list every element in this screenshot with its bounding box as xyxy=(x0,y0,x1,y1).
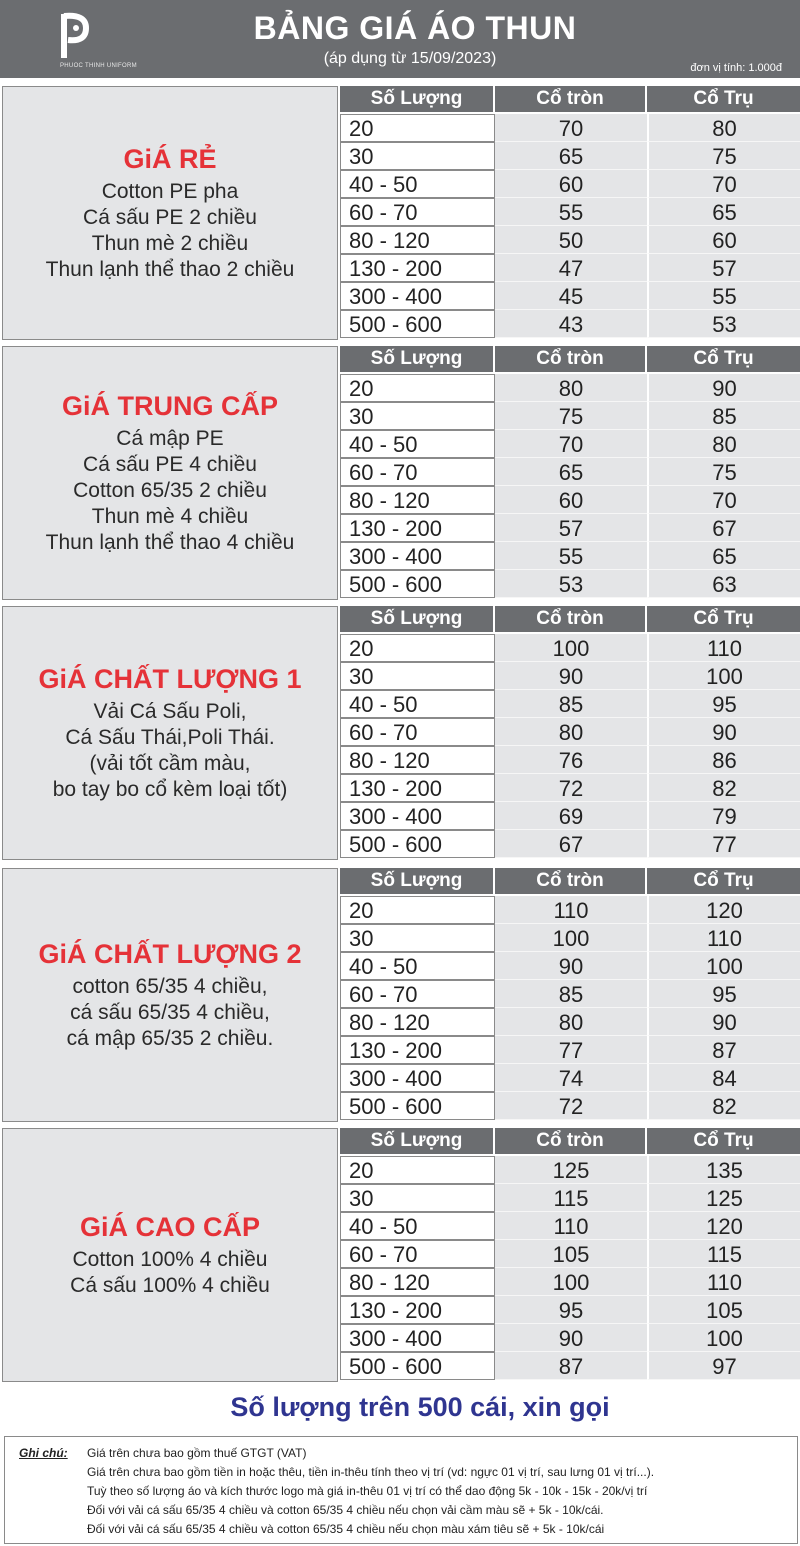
price-table xyxy=(340,606,800,858)
round-neck-price: 100 xyxy=(495,1268,647,1296)
qty-cell: 300 - 400 xyxy=(340,802,495,830)
round-neck-price: 53 xyxy=(495,570,647,598)
polo-price: 110 xyxy=(647,924,800,952)
round-neck-price: 90 xyxy=(495,952,647,980)
qty-cell: 60 - 70 xyxy=(340,458,495,486)
qty-cell: 20 xyxy=(340,1156,495,1184)
qty-cell: 20 xyxy=(340,374,495,402)
table-row xyxy=(340,310,800,338)
round-neck-price: 57 xyxy=(495,514,647,542)
table-row xyxy=(340,802,800,830)
tier-description-panel xyxy=(2,346,338,600)
qty-cell: 20 xyxy=(340,114,495,142)
column-header-qty: Số Lượng xyxy=(340,86,495,112)
column-header-polo: Cổ Trụ xyxy=(647,1128,800,1154)
price-table xyxy=(340,86,800,338)
qty-cell: 30 xyxy=(340,1184,495,1212)
table-row xyxy=(340,1240,800,1268)
polo-price: 115 xyxy=(647,1240,800,1268)
round-neck-price: 80 xyxy=(495,374,647,402)
qty-cell: 80 - 120 xyxy=(340,1008,495,1036)
call-to-action: Số lượng trên 500 cái, xin gọi xyxy=(230,1392,610,1422)
unit-label: đơn vị tính: 1.000đ xyxy=(690,62,782,74)
qty-cell: 30 xyxy=(340,662,495,690)
fabric-line: cá mập 65/35 2 chiều. xyxy=(66,1026,274,1050)
table-row xyxy=(340,542,800,570)
header-banner xyxy=(0,0,800,78)
round-neck-price: 55 xyxy=(495,542,647,570)
tier-description xyxy=(3,1129,337,1381)
round-neck-price: 72 xyxy=(495,1092,647,1120)
polo-price: 110 xyxy=(647,634,800,662)
polo-price: 57 xyxy=(647,254,800,282)
fabric-line: Thun mè 2 chiều xyxy=(91,231,249,255)
round-neck-price: 85 xyxy=(495,690,647,718)
tier-section xyxy=(2,346,798,600)
table-row xyxy=(340,662,800,690)
table-row xyxy=(340,1184,800,1212)
polo-price: 79 xyxy=(647,802,800,830)
qty-cell: 500 - 600 xyxy=(340,570,495,598)
table-row xyxy=(340,774,800,802)
polo-price: 100 xyxy=(647,952,800,980)
polo-price: 90 xyxy=(647,1008,800,1036)
table-row xyxy=(340,952,800,980)
table-row xyxy=(340,1268,800,1296)
note-line: Giá trên chưa bao gồm tiền in hoặc thêu, tiền in-thêu tính theo vị trí (vd: ngực 01 vị trí, sau lưng 01 vị trí...). xyxy=(87,1465,655,1479)
round-neck-price: 60 xyxy=(495,486,647,514)
polo-price: 100 xyxy=(647,662,800,690)
fabric-line: Thun mè 4 chiều xyxy=(91,504,249,528)
tier-description-panel xyxy=(2,868,338,1122)
table-row xyxy=(340,634,800,662)
table-row xyxy=(340,402,800,430)
qty-cell: 60 - 70 xyxy=(340,1240,495,1268)
round-neck-price: 87 xyxy=(495,1352,647,1380)
note-line: Đối với vải cá sấu 65/35 4 chiều và cotton 65/35 4 chiều nếu chọn màu xám tiêu sẽ + 5k - 10k/cái xyxy=(87,1522,605,1536)
tier-name: GiÁ TRUNG CẤP xyxy=(62,390,278,421)
tier-section xyxy=(2,1128,798,1382)
round-neck-price: 67 xyxy=(495,830,647,858)
fabric-line: Cá Sấu Thái,Poli Thái. xyxy=(65,725,275,749)
polo-price: 55 xyxy=(647,282,800,310)
tier-section xyxy=(2,868,798,1122)
table-row xyxy=(340,486,800,514)
column-header-polo: Cổ Trụ xyxy=(647,346,800,372)
qty-cell: 130 - 200 xyxy=(340,514,495,542)
polo-price: 75 xyxy=(647,458,800,486)
round-neck-price: 69 xyxy=(495,802,647,830)
fabric-line: Cotton 100% 4 chiều xyxy=(72,1247,268,1271)
polo-price: 95 xyxy=(647,690,800,718)
fabric-line: Cá sấu PE 4 chiều xyxy=(83,452,257,476)
polo-price: 77 xyxy=(647,830,800,858)
polo-price: 70 xyxy=(647,170,800,198)
round-neck-price: 72 xyxy=(495,774,647,802)
round-neck-price: 45 xyxy=(495,282,647,310)
qty-cell: 130 - 200 xyxy=(340,1036,495,1064)
polo-price: 80 xyxy=(647,114,800,142)
notes-label: Ghi chú: xyxy=(19,1446,68,1460)
qty-cell: 30 xyxy=(340,924,495,952)
qty-cell: 130 - 200 xyxy=(340,1296,495,1324)
column-header-qty: Số Lượng xyxy=(340,1128,495,1154)
round-neck-price: 100 xyxy=(495,924,647,952)
note-line: Đối với vải cá sấu 65/35 4 chiều và cotton 65/35 4 chiều nếu chọn vải cầm màu sẽ + 5k - 10k/cái. xyxy=(87,1503,604,1517)
round-neck-price: 76 xyxy=(495,746,647,774)
column-header-polo: Cổ Trụ xyxy=(647,868,800,894)
qty-cell: 40 - 50 xyxy=(340,1212,495,1240)
polo-price: 110 xyxy=(647,1268,800,1296)
fabric-line: Thun lạnh thể thao 2 chiều xyxy=(45,257,295,281)
qty-cell: 300 - 400 xyxy=(340,282,495,310)
qty-cell: 30 xyxy=(340,142,495,170)
qty-cell: 300 - 400 xyxy=(340,1324,495,1352)
polo-price: 90 xyxy=(647,718,800,746)
tier-description xyxy=(3,87,337,339)
polo-price: 82 xyxy=(647,774,800,802)
qty-cell: 30 xyxy=(340,402,495,430)
qty-cell: 500 - 600 xyxy=(340,830,495,858)
table-row xyxy=(340,374,800,402)
round-neck-price: 74 xyxy=(495,1064,647,1092)
qty-cell: 20 xyxy=(340,896,495,924)
table-row xyxy=(340,1064,800,1092)
round-neck-price: 110 xyxy=(495,1212,647,1240)
round-neck-price: 70 xyxy=(495,430,647,458)
fabric-line: cotton 65/35 4 chiều, xyxy=(72,974,268,998)
tier-name: GiÁ CHẤT LƯỢNG 1 xyxy=(38,663,302,694)
fabric-line: (vải tốt cầm màu, xyxy=(89,751,251,775)
note-line: Giá trên chưa bao gồm thuế GTGT (VAT) xyxy=(87,1446,307,1460)
table-row xyxy=(340,226,800,254)
qty-cell: 60 - 70 xyxy=(340,718,495,746)
round-neck-price: 125 xyxy=(495,1156,647,1184)
round-neck-price: 95 xyxy=(495,1296,647,1324)
table-row xyxy=(340,114,800,142)
round-neck-price: 77 xyxy=(495,1036,647,1064)
table-row xyxy=(340,170,800,198)
fabric-line: Cá sấu PE 2 chiều xyxy=(83,205,257,229)
note-line: Tuỳ theo số lượng áo và kích thước logo mà giá in-thêu 01 vị trí có thể dao động 5k - 10k - 15k - 20k/vị trí xyxy=(87,1484,648,1498)
column-header-round-neck: Cổ tròn xyxy=(495,346,647,372)
polo-price: 80 xyxy=(647,430,800,458)
price-table xyxy=(340,346,800,598)
price-table xyxy=(340,868,800,1120)
qty-cell: 40 - 50 xyxy=(340,690,495,718)
round-neck-price: 110 xyxy=(495,896,647,924)
round-neck-price: 90 xyxy=(495,662,647,690)
table-row xyxy=(340,896,800,924)
tier-section xyxy=(2,606,798,860)
qty-cell: 40 - 50 xyxy=(340,952,495,980)
round-neck-price: 85 xyxy=(495,980,647,1008)
round-neck-price: 75 xyxy=(495,402,647,430)
table-row xyxy=(340,924,800,952)
tier-description xyxy=(3,347,337,599)
tier-description xyxy=(3,869,337,1121)
table-row xyxy=(340,282,800,310)
page-title: BẢNG GIÁ ÁO THUN xyxy=(253,10,577,46)
qty-cell: 130 - 200 xyxy=(340,774,495,802)
table-row xyxy=(340,1212,800,1240)
polo-price: 65 xyxy=(647,542,800,570)
column-header-round-neck: Cổ tròn xyxy=(495,1128,647,1154)
qty-cell: 40 - 50 xyxy=(340,170,495,198)
polo-price: 67 xyxy=(647,514,800,542)
table-row xyxy=(340,746,800,774)
polo-price: 120 xyxy=(647,896,800,924)
column-header-qty: Số Lượng xyxy=(340,606,495,632)
notes-box xyxy=(4,1436,798,1544)
table-row xyxy=(340,430,800,458)
column-header-round-neck: Cổ tròn xyxy=(495,86,647,112)
polo-price: 100 xyxy=(647,1324,800,1352)
polo-price: 75 xyxy=(647,142,800,170)
qty-cell: 300 - 400 xyxy=(340,542,495,570)
round-neck-price: 47 xyxy=(495,254,647,282)
fabric-line: Vải Cá Sấu Poli, xyxy=(93,699,247,723)
polo-price: 120 xyxy=(647,1212,800,1240)
fabric-line: Cá sấu 100% 4 chiều xyxy=(70,1273,270,1297)
qty-cell: 20 xyxy=(340,634,495,662)
table-row xyxy=(340,980,800,1008)
table-row xyxy=(340,830,800,858)
round-neck-price: 65 xyxy=(495,142,647,170)
table-row xyxy=(340,458,800,486)
fabric-line: bo tay bo cổ kèm loại tốt) xyxy=(52,777,288,801)
table-row xyxy=(340,254,800,282)
fabric-line: Cotton PE pha xyxy=(101,179,239,203)
column-header-round-neck: Cổ tròn xyxy=(495,868,647,894)
polo-price: 87 xyxy=(647,1036,800,1064)
round-neck-price: 55 xyxy=(495,198,647,226)
round-neck-price: 105 xyxy=(495,1240,647,1268)
table-row xyxy=(340,1008,800,1036)
column-header-qty: Số Lượng xyxy=(340,868,495,894)
qty-cell: 130 - 200 xyxy=(340,254,495,282)
polo-price: 125 xyxy=(647,1184,800,1212)
column-header-polo: Cổ Trụ xyxy=(647,606,800,632)
round-neck-price: 100 xyxy=(495,634,647,662)
polo-price: 70 xyxy=(647,486,800,514)
qty-cell: 60 - 70 xyxy=(340,980,495,1008)
polo-price: 53 xyxy=(647,310,800,338)
polo-price: 97 xyxy=(647,1352,800,1380)
column-header-polo: Cổ Trụ xyxy=(647,86,800,112)
round-neck-price: 65 xyxy=(495,458,647,486)
round-neck-price: 115 xyxy=(495,1184,647,1212)
round-neck-price: 80 xyxy=(495,718,647,746)
qty-cell: 80 - 120 xyxy=(340,486,495,514)
tier-name: GiÁ CAO CẤP xyxy=(79,1211,260,1242)
qty-cell: 300 - 400 xyxy=(340,1064,495,1092)
fabric-line: Thun lạnh thể thao 4 chiều xyxy=(45,530,295,554)
polo-price: 85 xyxy=(647,402,800,430)
qty-cell: 40 - 50 xyxy=(340,430,495,458)
qty-cell: 60 - 70 xyxy=(340,198,495,226)
polo-price: 65 xyxy=(647,198,800,226)
qty-cell: 80 - 120 xyxy=(340,226,495,254)
price-table xyxy=(340,1128,800,1380)
table-row xyxy=(340,1156,800,1184)
polo-price: 135 xyxy=(647,1156,800,1184)
polo-price: 63 xyxy=(647,570,800,598)
round-neck-price: 70 xyxy=(495,114,647,142)
tier-name: GiÁ RẺ xyxy=(123,143,217,174)
tier-description-panel xyxy=(2,606,338,860)
tier-section xyxy=(2,86,798,340)
table-row xyxy=(340,570,800,598)
table-row xyxy=(340,1352,800,1380)
tier-description-panel xyxy=(2,1128,338,1382)
table-row xyxy=(340,690,800,718)
logo-text: PHUOC THINH UNIFORM xyxy=(60,63,137,69)
table-row xyxy=(340,1296,800,1324)
polo-price: 84 xyxy=(647,1064,800,1092)
fabric-line: Cá mập PE xyxy=(116,426,224,450)
polo-price: 95 xyxy=(647,980,800,1008)
polo-price: 82 xyxy=(647,1092,800,1120)
table-row xyxy=(340,1092,800,1120)
tier-description xyxy=(3,607,337,859)
table-row xyxy=(340,1324,800,1352)
polo-price: 60 xyxy=(647,226,800,254)
polo-price: 90 xyxy=(647,374,800,402)
fabric-line: Cotton 65/35 2 chiều xyxy=(73,478,267,502)
column-header-round-neck: Cổ tròn xyxy=(495,606,647,632)
round-neck-price: 60 xyxy=(495,170,647,198)
qty-cell: 500 - 600 xyxy=(340,310,495,338)
column-header-qty: Số Lượng xyxy=(340,346,495,372)
table-row xyxy=(340,198,800,226)
fabric-line: cá sấu 65/35 4 chiều, xyxy=(70,1000,270,1024)
table-row xyxy=(340,142,800,170)
qty-cell: 80 - 120 xyxy=(340,1268,495,1296)
round-neck-price: 80 xyxy=(495,1008,647,1036)
tier-description-panel xyxy=(2,86,338,340)
qty-cell: 80 - 120 xyxy=(340,746,495,774)
round-neck-price: 43 xyxy=(495,310,647,338)
effective-date: (áp dụng từ 15/09/2023) xyxy=(323,50,497,67)
polo-price: 86 xyxy=(647,746,800,774)
table-row xyxy=(340,718,800,746)
round-neck-price: 90 xyxy=(495,1324,647,1352)
tier-name: GiÁ CHẤT LƯỢNG 2 xyxy=(38,938,302,969)
table-row xyxy=(340,514,800,542)
qty-cell: 500 - 600 xyxy=(340,1092,495,1120)
qty-cell: 500 - 600 xyxy=(340,1352,495,1380)
polo-price: 105 xyxy=(647,1296,800,1324)
table-row xyxy=(340,1036,800,1064)
round-neck-price: 50 xyxy=(495,226,647,254)
